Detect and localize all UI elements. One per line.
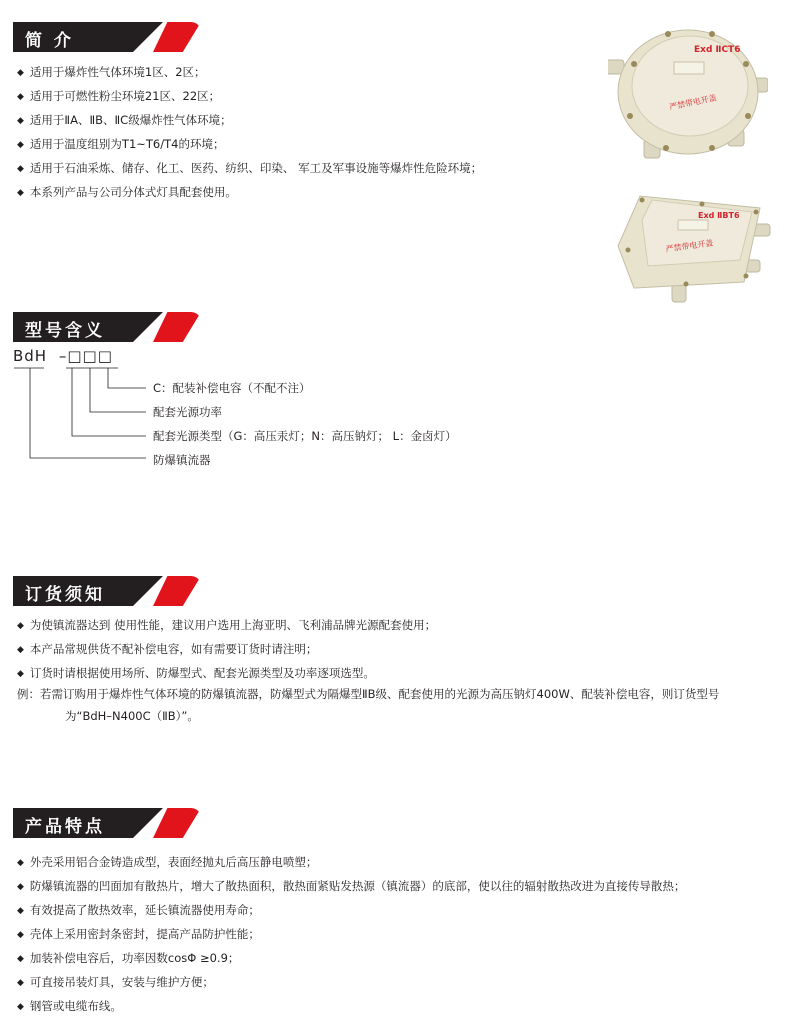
model-code-dash: –: [58, 347, 68, 365]
list-item: ◆ 可直接吊装灯具，安装与维护方便；: [17, 970, 685, 994]
section-title-model: 型号含义: [25, 321, 105, 341]
round-enclosure-image: [608, 20, 768, 170]
square-marking: Exd ⅡBT6: [698, 211, 740, 220]
list-item: ◆ 适用于石油采炼、储存、化工、医药、纺织、印染、 军工及军事设施等爆炸性危险环境；: [17, 156, 482, 180]
list-item: ◆ 钢管或电缆布线。: [17, 994, 685, 1018]
list-item: ◆ 适用于温度组别为T1~T6/T4的环境；: [17, 132, 482, 156]
list-item: ◆ 适用于爆炸性气体环境1区、2区；: [17, 60, 482, 84]
order-list: [17, 613, 436, 685]
list-item: ◆ 壳体上采用密封条密封，提高产品防护性能；: [17, 922, 685, 946]
list-item: ◆ 外壳采用铝合金铸造成型，表面经抛丸后高压静电喷塑；: [17, 850, 685, 874]
round-marking: Exd ⅡCT6: [694, 45, 741, 55]
list-item: ◆ 为使镇流器达到 使用性能，建议用户选用上海亚明、飞利浦品牌光源配套使用；: [17, 613, 436, 637]
section-title-order: 订货须知: [25, 585, 105, 605]
round-warning: 严禁带电开盖: [668, 93, 718, 112]
list-item: ◆ 有效提高了散热效率，延长镇流器使用寿命；: [17, 898, 685, 922]
section-title-features: 产品特点: [25, 817, 105, 837]
list-item: ◆ 适用于可燃性粉尘环境21区、22区；: [17, 84, 482, 108]
order-example-line1: 例：若需订购用于爆炸性气体环境的防爆镇流器，防爆型式为隔爆型ⅡB级、配套使用的光源为高压钠灯400W、配装补偿电容，则订货型号: [17, 687, 720, 701]
model-label-capacitor: C：配装补偿电容（不配不注）: [153, 381, 311, 395]
model-label-ballast: 防爆镇流器: [153, 453, 211, 467]
list-item: ◆ 本产品常规供货不配补偿电容，如有需要订货时请注明；: [17, 637, 436, 661]
model-code-prefix: BdH: [13, 347, 48, 365]
list-item: ◆ 适用于ⅡA、ⅡB、ⅡC级爆炸性气体环境；: [17, 108, 482, 132]
model-label-lamp-type: 配套光源类型（G：高压汞灯；N：高压钠灯； L：金卤灯）: [153, 429, 457, 443]
square-warning: 严禁带电开盖: [665, 238, 714, 254]
model-code-boxes: □□□: [67, 347, 113, 365]
order-example-line2: 为“BdH–N400C（ⅡB）”。: [65, 709, 199, 723]
features-list: [17, 850, 685, 1018]
model-label-power: 配套光源功率: [153, 405, 222, 419]
square-enclosure-image: [612, 190, 772, 315]
list-item: ◆ 加装补偿电容后，功率因数cosΦ ≥0.9；: [17, 946, 685, 970]
section-title-intro: 简 介: [25, 31, 74, 51]
intro-list: [17, 60, 482, 204]
list-item: ◆ 订货时请根据使用场所、防爆型式、配套光源类型及功率逐项选型。: [17, 661, 436, 685]
order-example: [17, 683, 719, 727]
list-item: ◆ 本系列产品与公司分体式灯具配套使用。: [17, 180, 482, 204]
list-item: ◆ 防爆镇流器的凹面加有散热片，增大了散热面积，散热面紧贴发热源（镇流器）的底部，使以往的辐射散热改进为直接传导散热；: [17, 874, 685, 898]
